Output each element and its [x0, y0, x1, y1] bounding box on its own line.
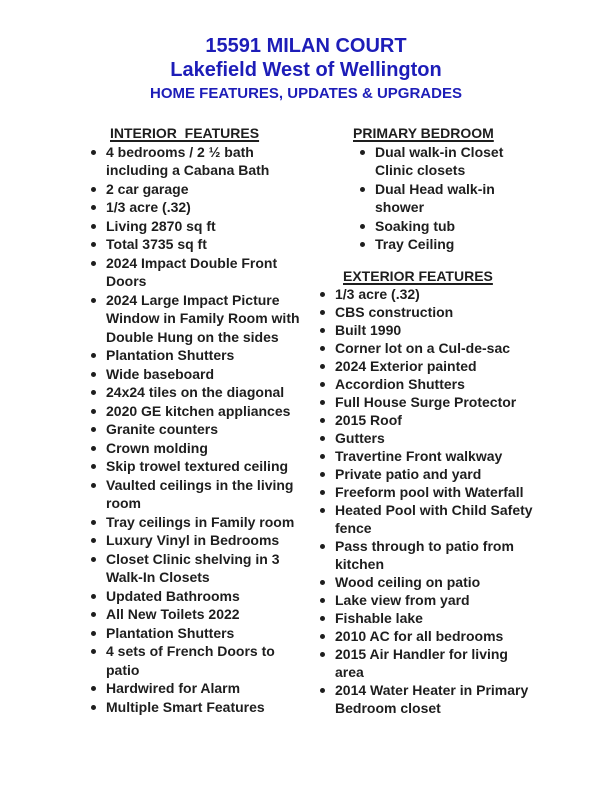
bullet-icon [91, 557, 96, 562]
bullet-icon [91, 187, 96, 192]
feature-item-text: All New Toilets 2022 [106, 606, 240, 622]
feature-item [318, 537, 538, 573]
feature-item-text: Heated Pool with Child Safety fence [335, 502, 533, 536]
feature-item-text: 1/3 acre (.32) [335, 286, 420, 302]
feature-item-text: 2 car garage [106, 180, 189, 197]
bullet-icon [91, 427, 96, 432]
document-header [0, 34, 612, 106]
bullet-icon [320, 328, 325, 333]
page-title: 15591 MILAN COURT [205, 35, 407, 57]
feature-item [318, 447, 538, 465]
feature-item [318, 393, 538, 411]
feature-item [89, 217, 309, 236]
feature-item [318, 339, 538, 357]
feature-item [89, 235, 309, 254]
feature-item [89, 291, 309, 347]
bullet-icon [320, 382, 325, 387]
bullet-icon [91, 409, 96, 414]
feature-item [89, 550, 309, 587]
feature-item-text: Wide baseboard [106, 365, 215, 382]
feature-item-text: 4 sets of French Doors to patio [106, 643, 275, 678]
feature-item [318, 357, 538, 375]
feature-item [89, 402, 309, 421]
feature-item [318, 411, 538, 429]
feature-item [89, 346, 309, 365]
bullet-icon [320, 310, 325, 315]
feature-item-text: 2024 Exterior painted [335, 358, 477, 374]
bullet-icon [91, 464, 96, 469]
primary-bedroom-heading: PRIMARY BEDROOM [353, 125, 494, 141]
feature-item-text: Lake view from yard [335, 592, 470, 608]
primary-bedroom-section [318, 124, 538, 254]
bullet-icon [91, 631, 96, 636]
bullet-icon [91, 150, 96, 155]
bullet-icon [320, 472, 325, 477]
bullet-icon [320, 508, 325, 513]
bullet-icon [91, 242, 96, 247]
page-tagline: HOME FEATURES, UPDATES & UPGRADES [150, 85, 462, 102]
bullet-icon [320, 598, 325, 603]
feature-item [89, 198, 309, 217]
feature-item-text: Living 2870 sq ft [106, 217, 216, 234]
feature-item [89, 605, 309, 624]
bullet-icon [320, 292, 325, 297]
exterior-features-section [318, 267, 538, 718]
bullet-icon [91, 390, 96, 395]
interior-features-section [89, 124, 309, 716]
bullet-icon [320, 418, 325, 423]
feature-item [318, 627, 538, 645]
feature-item [89, 383, 309, 402]
interior-features-heading: INTERIOR FEATURES [110, 125, 260, 141]
feature-item-text: Soaking tub [375, 217, 456, 234]
right-column [318, 124, 538, 717]
feature-item [318, 429, 538, 447]
feature-item-text: Tray ceilings in Family room [106, 513, 295, 530]
bullet-icon [91, 446, 96, 451]
bullet-icon [320, 436, 325, 441]
feature-item [89, 698, 309, 717]
feature-item [89, 143, 309, 180]
feature-item-text: 2015 Air Handler for living area [335, 646, 508, 680]
primary-bedroom-list [318, 143, 538, 254]
bullet-icon [91, 205, 96, 210]
feature-item [318, 591, 538, 609]
bullet-icon [320, 634, 325, 639]
feature-item [318, 375, 538, 393]
feature-item-text: Wood ceiling on patio [335, 574, 481, 590]
feature-item [89, 679, 309, 698]
feature-item-text: Updated Bathrooms [106, 587, 240, 604]
feature-item [318, 465, 538, 483]
feature-item-text: Vaulted ceilings in the living room [106, 476, 294, 511]
bullet-icon [320, 346, 325, 351]
feature-item-text: Gutters [335, 430, 385, 446]
feature-item [318, 285, 538, 303]
feature-item-text: Fishable lake [335, 610, 423, 626]
feature-item-text: Skip trowel textured ceiling [106, 458, 289, 474]
bullet-icon [360, 224, 365, 229]
bullet-icon [320, 544, 325, 549]
feature-item-text: Tray Ceiling [375, 236, 455, 252]
feature-item [318, 180, 538, 217]
feature-item-text: 2024 Large Impact Picture Window in Family Room with Double Hung on the sides [106, 291, 300, 345]
feature-item [89, 476, 309, 513]
feature-item [89, 439, 309, 458]
bullet-icon [91, 372, 96, 377]
feature-item [89, 365, 309, 384]
feature-item [318, 501, 538, 537]
bullet-icon [91, 224, 96, 229]
bullet-icon [91, 594, 96, 599]
bullet-icon [91, 298, 96, 303]
bullet-icon [360, 187, 365, 192]
feature-item-text: Pass through to patio from kitchen [335, 538, 514, 572]
exterior-features-list [318, 285, 538, 717]
feature-item [318, 645, 538, 681]
feature-item-text: Closet Clinic shelving in 3 Walk-In Closets [106, 550, 280, 585]
feature-item-text: Full House Surge Protector [335, 394, 517, 410]
bullet-icon [320, 616, 325, 621]
feature-item [318, 573, 538, 591]
feature-item-text: 2014 Water Heater in Primary Bedroom closet [335, 682, 529, 716]
feature-item-text: Multiple Smart Features [106, 698, 265, 715]
feature-item-text: Built 1990 [335, 322, 402, 338]
feature-item [89, 254, 309, 291]
bullet-icon [320, 454, 325, 459]
bullet-icon [320, 688, 325, 693]
feature-item-text: Freeform pool with Waterfall [335, 484, 524, 500]
bullet-icon [91, 520, 96, 525]
bullet-icon [320, 490, 325, 495]
feature-item-text: 2010 AC for all bedrooms [335, 628, 504, 644]
feature-item-text: 2020 GE kitchen appliances [106, 402, 291, 419]
feature-item-text: Private patio and yard [335, 466, 482, 482]
exterior-features-heading: EXTERIOR FEATURES [343, 267, 493, 284]
feature-item [89, 457, 309, 476]
bullet-icon [91, 261, 96, 266]
feature-item [318, 321, 538, 339]
feature-item-text: Granite counters [106, 421, 219, 437]
bullet-icon [360, 242, 365, 247]
bullet-icon [91, 353, 96, 358]
feature-item-text: CBS construction [335, 304, 454, 320]
feature-item [89, 642, 309, 679]
bullet-icon [320, 364, 325, 369]
feature-item [89, 624, 309, 643]
feature-item-text: Dual Head walk-in shower [375, 180, 495, 215]
bullet-icon [91, 612, 96, 617]
interior-features-list [89, 143, 309, 717]
feature-item [89, 513, 309, 532]
feature-item-text: Plantation Shutters [106, 624, 235, 641]
feature-item [318, 303, 538, 321]
feature-item-text: Crown molding [106, 439, 208, 456]
feature-item-text: 2024 Impact Double Front Doors [106, 254, 278, 289]
bullet-icon [91, 483, 96, 488]
feature-item [318, 235, 538, 254]
feature-item-text: Travertine Front walkway [335, 448, 503, 464]
bullet-icon [91, 705, 96, 710]
feature-item-text: 24x24 tiles on the diagonal [106, 384, 285, 400]
feature-item-text: Corner lot on a Cul-de-sac [335, 340, 511, 356]
feature-item [89, 587, 309, 606]
feature-item-text: 2015 Roof [335, 412, 402, 428]
feature-item-text: Dual walk-in Closet Clinic closets [375, 143, 504, 178]
feature-item-text: Hardwired for Alarm [106, 680, 241, 696]
bullet-icon [320, 652, 325, 657]
feature-item-text: Accordion Shutters [335, 376, 465, 392]
feature-item [89, 180, 309, 199]
bullet-icon [91, 686, 96, 691]
feature-item-text: 4 bedrooms / 2 ½ bath including a Cabana Bath [106, 143, 270, 178]
feature-item [318, 483, 538, 501]
bullet-icon [91, 538, 96, 543]
feature-item [89, 531, 309, 550]
feature-item-text: 1/3 acre (.32) [106, 199, 191, 215]
feature-item [89, 420, 309, 439]
bullet-icon [91, 649, 96, 654]
page-subtitle: Lakefield West of Wellington [170, 59, 442, 81]
feature-item-text: Total 3735 sq ft [106, 236, 207, 252]
bullet-icon [360, 150, 365, 155]
feature-item [318, 609, 538, 627]
feature-item [318, 143, 538, 180]
bullet-icon [320, 400, 325, 405]
bullet-icon [320, 580, 325, 585]
feature-item [318, 217, 538, 236]
feature-item-text: Plantation Shutters [106, 347, 235, 363]
feature-item-text: Luxury Vinyl in Bedrooms [106, 532, 280, 548]
feature-item [318, 681, 538, 717]
